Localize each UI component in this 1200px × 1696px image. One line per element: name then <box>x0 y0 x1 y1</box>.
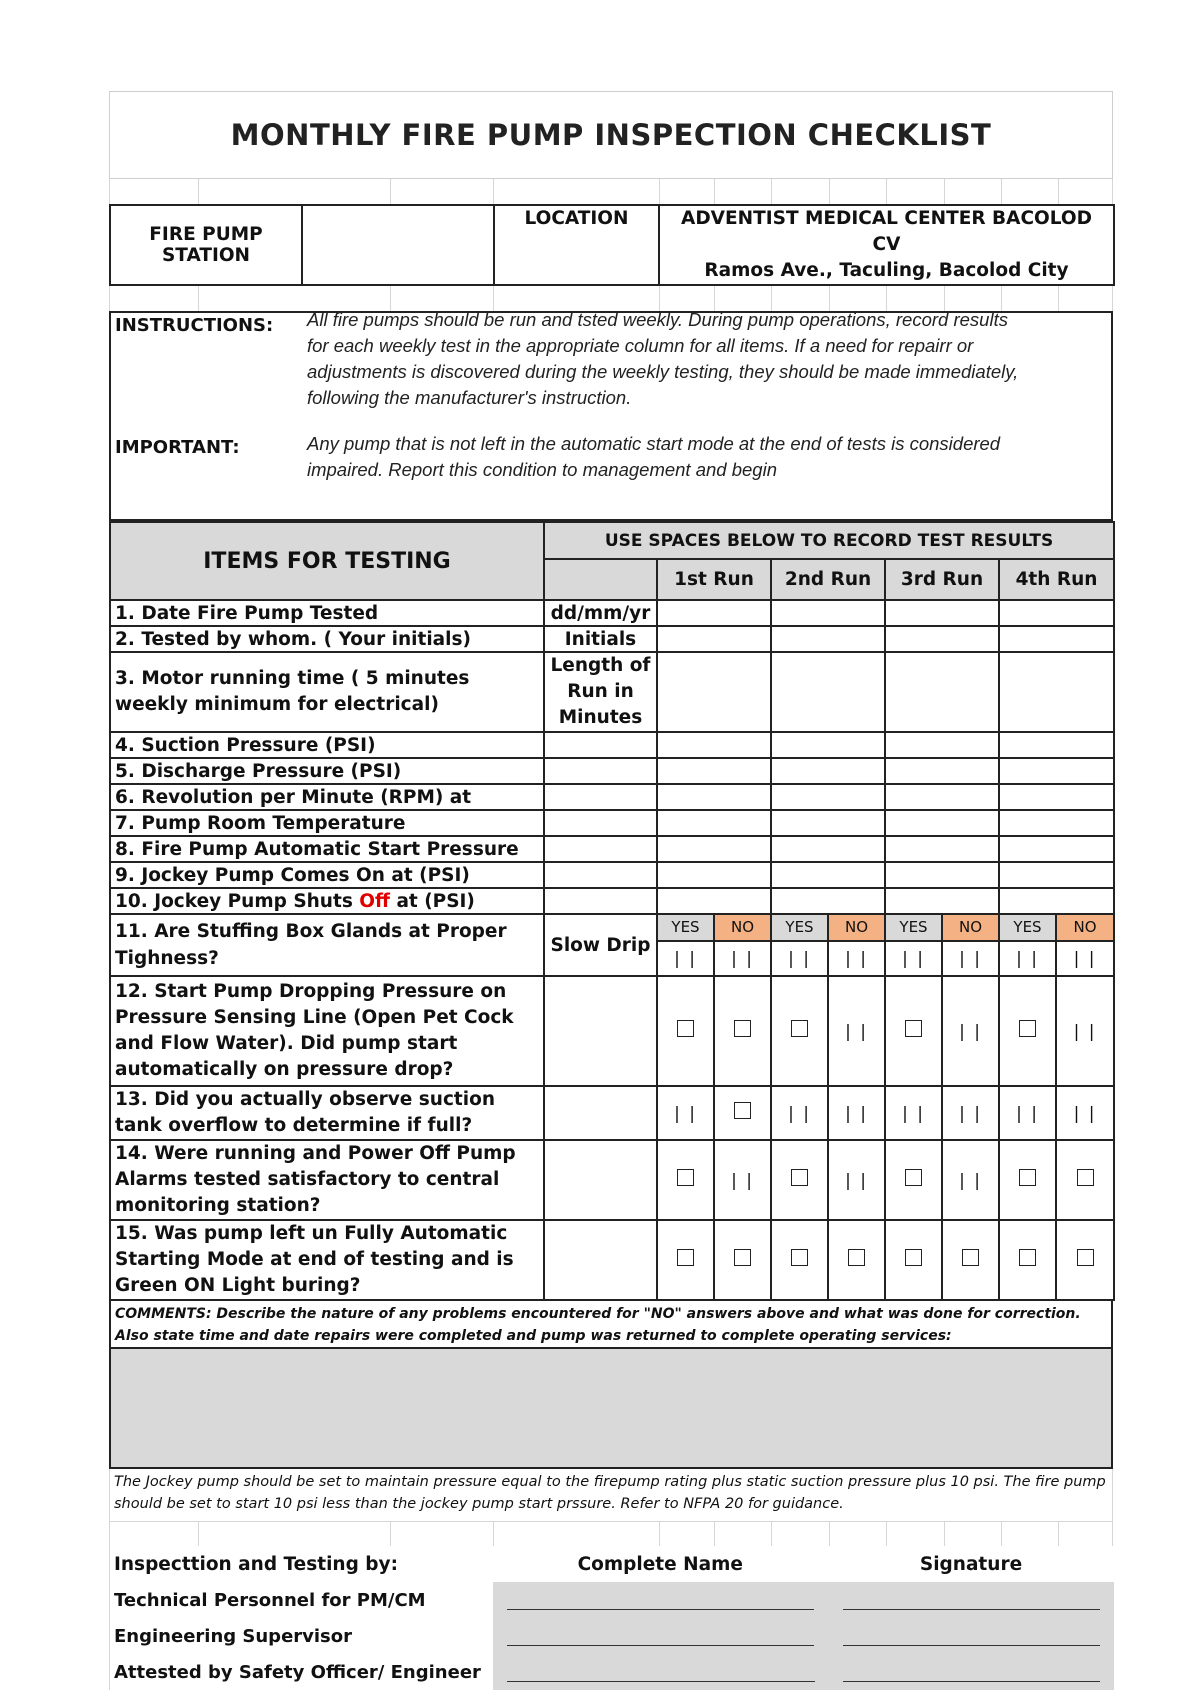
result-cell[interactable] <box>999 758 1114 784</box>
bars-mark: | | <box>1073 1103 1097 1124</box>
grid-spacer <box>109 179 1113 204</box>
yes-label: YES <box>657 914 714 941</box>
result-cell[interactable] <box>999 784 1114 810</box>
unit-cell <box>544 976 657 1086</box>
row-label: 2. Tested by whom. ( Your initials) <box>110 626 544 652</box>
checkbox-cell[interactable] <box>714 976 771 1086</box>
unit-cell <box>544 862 657 888</box>
bars-mark: | | <box>1016 1103 1039 1124</box>
result-cell[interactable] <box>771 836 885 862</box>
result-cell[interactable] <box>657 836 771 862</box>
result-cell[interactable] <box>999 626 1114 652</box>
table-row <box>110 836 1114 862</box>
mark-cell[interactable] <box>885 941 942 976</box>
checkbox-icon[interactable] <box>848 1249 865 1266</box>
bars-mark: | | <box>674 1103 697 1124</box>
station-label: FIRE PUMP STATION <box>110 205 302 285</box>
bars-mark: | | <box>674 948 697 969</box>
row10-off: Off <box>359 890 390 912</box>
result-cell[interactable] <box>999 810 1114 836</box>
mark-cell[interactable] <box>1056 976 1114 1086</box>
unit-cell: dd/mm/yr <box>544 600 657 626</box>
bars-mark: | | <box>1073 948 1097 969</box>
checkbox-icon[interactable] <box>905 1020 922 1037</box>
result-cell[interactable] <box>885 784 999 810</box>
location-label: LOCATION <box>494 205 659 285</box>
signature-field[interactable] <box>829 1654 1114 1690</box>
table-row <box>110 626 1114 652</box>
row-label: 9. Jockey Pump Comes On at (PSI) <box>110 862 544 888</box>
no-label: NO <box>942 914 999 941</box>
row14-label: 14. Were running and Power Off Pump Alarms tested satisfactory to central monitoring station? <box>110 1140 544 1220</box>
mark-cell[interactable] <box>657 941 714 976</box>
checkbox-cell[interactable] <box>999 1220 1056 1300</box>
name-field[interactable] <box>493 1618 829 1654</box>
yes-label: YES <box>885 914 942 941</box>
checkbox-cell[interactable] <box>657 976 714 1086</box>
mark-cell[interactable] <box>771 941 828 976</box>
location-line-1: ADVENTIST MEDICAL CENTER BACOLOD CV <box>681 208 1092 255</box>
mark-cell[interactable] <box>771 1086 828 1140</box>
row-label: 5. Discharge Pressure (PSI) <box>110 758 544 784</box>
result-cell[interactable] <box>999 836 1114 862</box>
result-cell[interactable] <box>885 888 999 914</box>
checkbox-icon[interactable] <box>791 1020 808 1037</box>
mark-cell[interactable] <box>1056 1086 1114 1140</box>
result-cell[interactable] <box>657 784 771 810</box>
bars-mark: | | <box>845 948 868 969</box>
result-cell[interactable] <box>657 652 771 732</box>
result-cell[interactable] <box>885 758 999 784</box>
unit-cell: Initials <box>544 626 657 652</box>
important-text: Any pump that is not left in the automatic start mode at the end of tests is considered impaired. Report this condition to management and begin <box>307 433 1001 480</box>
checkbox-icon[interactable] <box>905 1249 922 1266</box>
bars-mark: | | <box>959 1170 982 1191</box>
result-cell[interactable] <box>885 810 999 836</box>
row10-suffix: at (PSI) <box>390 890 475 912</box>
result-cell[interactable] <box>657 888 771 914</box>
row11-unit: Slow Drip <box>544 914 657 976</box>
grid-spacer <box>109 1521 1113 1546</box>
name-header: Complete Name <box>577 1553 743 1575</box>
bars-mark: | | <box>845 1103 868 1124</box>
checkbox-icon[interactable] <box>962 1249 979 1266</box>
result-cell[interactable] <box>999 888 1114 914</box>
checkbox-cell[interactable] <box>1056 1140 1114 1220</box>
checkbox-icon[interactable] <box>1077 1169 1094 1186</box>
checkbox-cell[interactable] <box>657 1140 714 1220</box>
mark-cell[interactable] <box>657 1086 714 1140</box>
result-cell[interactable] <box>771 784 885 810</box>
location-line-2: Ramos Ave., Taculing, Bacolod City <box>704 260 1069 281</box>
table-row <box>110 652 1114 732</box>
location-value <box>659 205 1114 285</box>
role-3: Attested by Safety Officer/ Engineer <box>114 1661 481 1683</box>
checkbox-icon[interactable] <box>677 1020 694 1037</box>
run-4-header: 4th Run <box>999 559 1114 600</box>
signature-field[interactable] <box>829 1618 1114 1654</box>
result-cell[interactable] <box>771 758 885 784</box>
checkbox-cell[interactable] <box>942 1220 999 1300</box>
page-title: MONTHLY FIRE PUMP INSPECTION CHECKLIST <box>230 118 992 152</box>
bars-mark: | | <box>731 1170 754 1191</box>
yes-label: YES <box>771 914 828 941</box>
mark-cell[interactable] <box>828 1086 885 1140</box>
bars-mark: | | <box>1073 1021 1097 1042</box>
mark-cell[interactable] <box>828 941 885 976</box>
bars-mark: | | <box>959 1103 982 1124</box>
unit-cell <box>544 888 657 914</box>
unit-cell: Length of Run in Minutes <box>544 652 657 732</box>
result-cell[interactable] <box>657 600 771 626</box>
checkbox-cell[interactable] <box>771 1140 828 1220</box>
mark-cell[interactable] <box>999 941 1056 976</box>
bars-mark: | | <box>788 948 811 969</box>
row14 <box>110 1140 1114 1220</box>
mark-cell[interactable] <box>714 1140 771 1220</box>
checkbox-cell[interactable] <box>714 1220 771 1300</box>
row15-label: 15. Was pump left un Fully Automatic Starting Mode at end of testing and is Green ON Light buring? <box>110 1220 544 1300</box>
result-cell[interactable] <box>885 836 999 862</box>
table-row <box>110 784 1114 810</box>
checkbox-cell[interactable] <box>885 1140 942 1220</box>
row13 <box>110 1086 1114 1140</box>
result-cell[interactable] <box>771 732 885 758</box>
result-cell[interactable] <box>771 810 885 836</box>
row-label: 7. Pump Room Temperature <box>110 810 544 836</box>
mark-cell[interactable] <box>942 941 999 976</box>
signoff-table <box>109 1546 1114 1690</box>
table-row <box>110 732 1114 758</box>
instructions-label: INSTRUCTIONS: <box>115 315 274 336</box>
bars-mark: | | <box>845 1170 868 1191</box>
checkbox-cell[interactable] <box>657 1220 714 1300</box>
instructions-text: All fire pumps should be run and tsted weekly. During pump operations, record results for each weekly test in the appropriate column for all items. If a need for repairr or adjustments is discovered during the weekly testing, they should be made immediately, following the manufacturer's instruction. <box>307 309 1019 408</box>
table-row <box>110 810 1114 836</box>
row12 <box>110 976 1114 1086</box>
mark-cell[interactable] <box>885 1086 942 1140</box>
unit-cell <box>544 784 657 810</box>
checkbox-icon[interactable] <box>677 1249 694 1266</box>
bars-mark: | | <box>1016 948 1039 969</box>
role-1: Technical Personnel for PM/CM <box>114 1589 426 1611</box>
mark-cell[interactable] <box>942 976 999 1086</box>
title-row <box>109 91 1113 179</box>
result-cell[interactable] <box>657 626 771 652</box>
unit-cell <box>544 810 657 836</box>
result-cell[interactable] <box>885 732 999 758</box>
row13-label: 13. Did you actually observe suction tank overflow to determine if full? <box>110 1086 544 1140</box>
signature-field[interactable] <box>829 1582 1114 1618</box>
results-header: USE SPACES BELOW TO RECORD TEST RESULTS <box>544 522 1114 559</box>
result-cell[interactable] <box>771 626 885 652</box>
no-label: NO <box>714 914 771 941</box>
checkbox-icon[interactable] <box>791 1169 808 1186</box>
row-label: 3. Motor running time ( 5 minutes weekly minimum for electrical) <box>110 652 544 732</box>
row15 <box>110 1220 1114 1300</box>
signature-header: Signature <box>919 1553 1023 1575</box>
checkbox-icon[interactable] <box>1019 1249 1036 1266</box>
name-field[interactable] <box>493 1582 829 1618</box>
comments-instructions: COMMENTS: Describe the nature of any problems encountered for "NO" answers above and what was done for correction. Also state time and date repairs were completed and pump was returned to complete operating services: <box>109 1301 1113 1349</box>
checkbox-cell[interactable] <box>771 1220 828 1300</box>
table-row <box>110 600 1114 626</box>
result-cell[interactable] <box>885 626 999 652</box>
run-1-header: 1st Run <box>657 559 771 600</box>
result-cell[interactable] <box>771 600 885 626</box>
checkbox-icon[interactable] <box>734 1020 751 1037</box>
checkbox-cell[interactable] <box>999 1140 1056 1220</box>
mark-cell[interactable] <box>942 1086 999 1140</box>
checkbox-cell[interactable] <box>714 1086 771 1140</box>
checkbox-cell[interactable] <box>1056 1220 1114 1300</box>
run-2-header: 2nd Run <box>771 559 885 600</box>
checkbox-cell[interactable] <box>999 976 1056 1086</box>
unit-cell <box>544 1140 657 1220</box>
row-label: 4. Suction Pressure (PSI) <box>110 732 544 758</box>
instructions-box <box>109 311 1113 521</box>
checkbox-icon[interactable] <box>905 1169 922 1186</box>
row10-prefix: 10. Jockey Pump Shuts <box>115 890 360 912</box>
checkbox-icon[interactable] <box>677 1169 694 1186</box>
result-cell[interactable] <box>771 652 885 732</box>
mark-cell[interactable] <box>714 941 771 976</box>
result-cell[interactable] <box>657 732 771 758</box>
checkbox-icon[interactable] <box>1019 1020 1036 1037</box>
no-label: NO <box>828 914 885 941</box>
bars-mark: | | <box>788 1103 811 1124</box>
bars-mark: | | <box>845 1021 868 1042</box>
result-cell[interactable] <box>885 862 999 888</box>
checkbox-cell[interactable] <box>828 1220 885 1300</box>
result-cell[interactable] <box>771 862 885 888</box>
unit-cell <box>544 732 657 758</box>
important-label: IMPORTANT: <box>115 437 240 458</box>
result-cell[interactable] <box>999 732 1114 758</box>
result-cell[interactable] <box>657 810 771 836</box>
test-results-table <box>109 521 1115 1301</box>
row-label: 8. Fire Pump Automatic Start Pressure <box>110 836 544 862</box>
mark-cell[interactable] <box>828 1140 885 1220</box>
unit-cell <box>544 836 657 862</box>
yes-label: YES <box>999 914 1056 941</box>
bars-mark: | | <box>731 948 754 969</box>
row-label: 6. Revolution per Minute (RPM) at <box>110 784 544 810</box>
bars-mark: | | <box>959 1021 982 1042</box>
unit-cell <box>544 1086 657 1140</box>
station-value-field[interactable] <box>302 205 494 285</box>
checkbox-cell[interactable] <box>885 1220 942 1300</box>
bars-mark: | | <box>959 948 982 969</box>
result-cell[interactable] <box>771 888 885 914</box>
comments-field[interactable] <box>109 1349 1113 1469</box>
unit-cell <box>544 1220 657 1300</box>
checkbox-icon[interactable] <box>734 1102 751 1119</box>
signoff-heading: Inspecttion and Testing by: <box>114 1553 398 1575</box>
result-cell[interactable] <box>999 600 1114 626</box>
result-cell[interactable] <box>885 600 999 626</box>
mark-cell[interactable] <box>942 1140 999 1220</box>
no-label: NO <box>1056 914 1114 941</box>
station-table <box>109 204 1115 286</box>
result-cell[interactable] <box>885 652 999 732</box>
checklist-sheet <box>109 91 1113 1690</box>
checkbox-cell[interactable] <box>771 976 828 1086</box>
result-cell[interactable] <box>657 862 771 888</box>
checkbox-icon[interactable] <box>791 1249 808 1266</box>
checkbox-icon[interactable] <box>734 1249 751 1266</box>
result-cell[interactable] <box>999 862 1114 888</box>
name-field[interactable] <box>493 1654 829 1690</box>
result-cell[interactable] <box>999 652 1114 732</box>
checkbox-icon[interactable] <box>1077 1249 1094 1266</box>
row11-label: 11. Are Stuffing Box Glands at Proper Tighness? <box>110 914 544 976</box>
row-label <box>110 888 544 914</box>
row12-label: 12. Start Pump Dropping Pressure on Pressure Sensing Line (Open Pet Cock and Flow Water). Did pump start automatically on pressure drop? <box>110 976 544 1086</box>
table-row <box>110 758 1114 784</box>
checkbox-icon[interactable] <box>1019 1169 1036 1186</box>
items-header: ITEMS FOR TESTING <box>110 522 544 600</box>
result-cell[interactable] <box>657 758 771 784</box>
unit-cell <box>544 758 657 784</box>
role-2: Engineering Supervisor <box>114 1625 353 1647</box>
bars-mark: | | <box>902 948 925 969</box>
unit-header <box>544 559 657 600</box>
jockey-pump-note: The Jockey pump should be set to maintain pressure equal to the firepump rating plus static suction pressure plus 10 psi. The fire pump should be set to start 10 psi less than the jockey pump start prssure. Refer to NFPA 20 for guidance. <box>109 1469 1113 1521</box>
mark-cell[interactable] <box>1056 941 1114 976</box>
bars-mark: | | <box>902 1103 925 1124</box>
run-3-header: 3rd Run <box>885 559 999 600</box>
checkbox-cell[interactable] <box>885 976 942 1086</box>
mark-cell[interactable] <box>828 976 885 1086</box>
row-label: 1. Date Fire Pump Tested <box>110 600 544 626</box>
table-row <box>110 862 1114 888</box>
mark-cell[interactable] <box>999 1086 1056 1140</box>
